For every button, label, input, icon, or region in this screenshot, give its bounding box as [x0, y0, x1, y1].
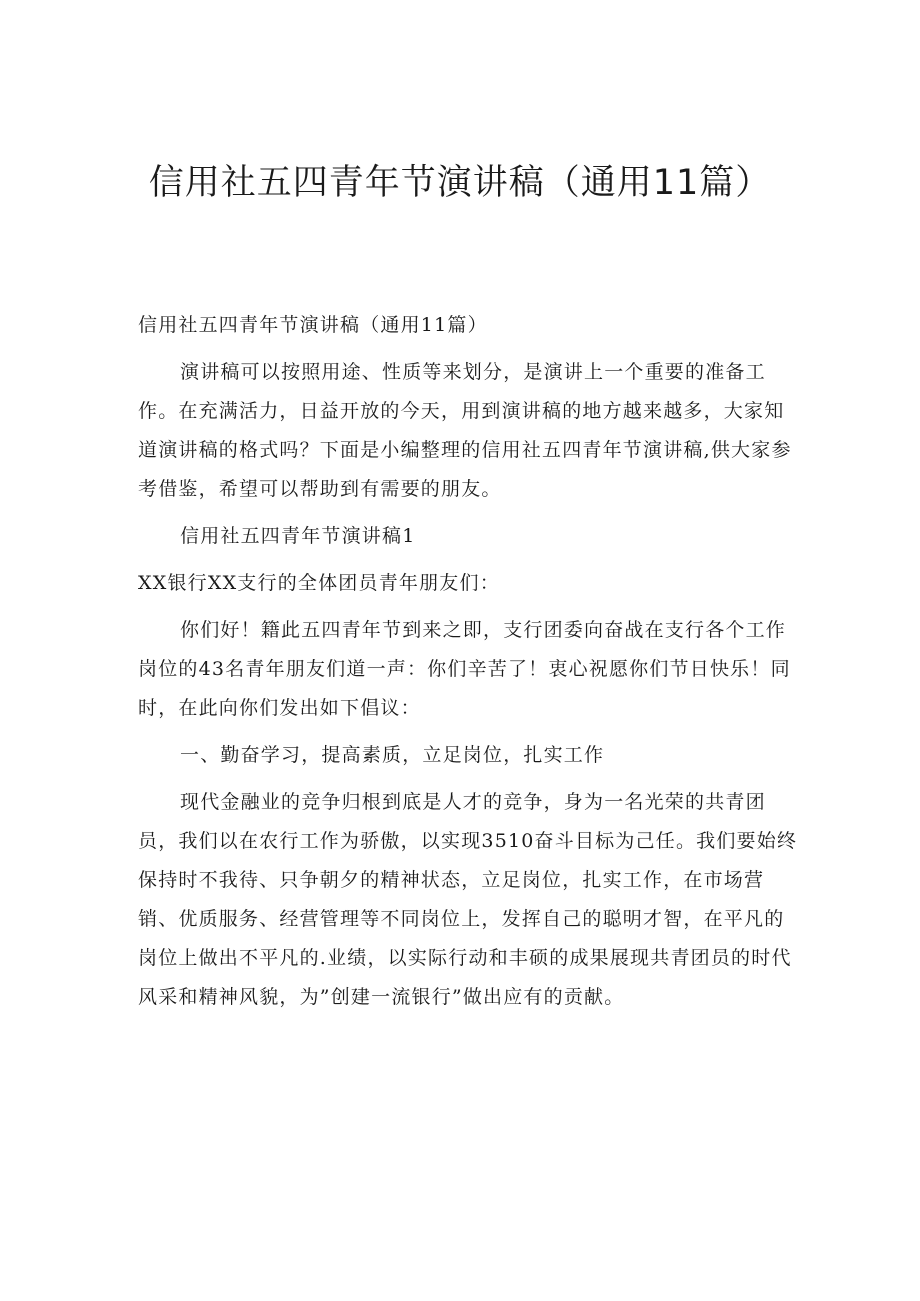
intro-paragraph: 演讲稿可以按照用途、性质等来划分，是演讲上一个重要的准备工作。在充满活力，日益开放的今天，用到演讲稿的地方越来越多，大家知道演讲稿的格式吗？下面是小编整理的信用社五四青年节演讲稿,供大家参考借鉴，希望可以帮助到有需要的朋友。 [138, 361, 792, 500]
greeting-paragraph: 你们好！籍此五四青年节到来之即，支行团委向奋战在支行各个工作岗位的43名青年朋友们道一声：你们辛苦了！衷心祝愿你们节日快乐！同时，在此向你们发出如下倡议： [138, 619, 791, 719]
subtitle-paragraph: 信用社五四青年节演讲稿（通用11篇） [138, 314, 488, 336]
point-heading: 一、勤奋学习，提高素质，立足岗位，扎实工作 [180, 744, 605, 766]
salutation-paragraph: XX银行XX支行的全体团员青年朋友们： [138, 572, 500, 594]
document-body [138, 306, 798, 1025]
point-paragraph: 现代金融业的竞争归根到底是人才的竞争，身为一名光荣的共青团员，我们以在农行工作为骄傲，以实现3510奋斗目标为己任。我们要始终保持时不我待、只争朝夕的精神状态，立足岗位，扎实工作，在市场营销、优质服务、经营管理等不同岗位上，发挥自己的聪明才智，在平凡的岗位上做出不平凡的.业绩，以实际行动和丰硕的成果展现共青团员的时代风采和精神风貌，为”创建一流银行”做出应有的贡献。 [138, 791, 798, 1008]
section-heading: 信用社五四青年节演讲稿1 [180, 525, 416, 547]
document-title: 信用社五四青年节演讲稿（通用11篇） [148, 163, 772, 203]
